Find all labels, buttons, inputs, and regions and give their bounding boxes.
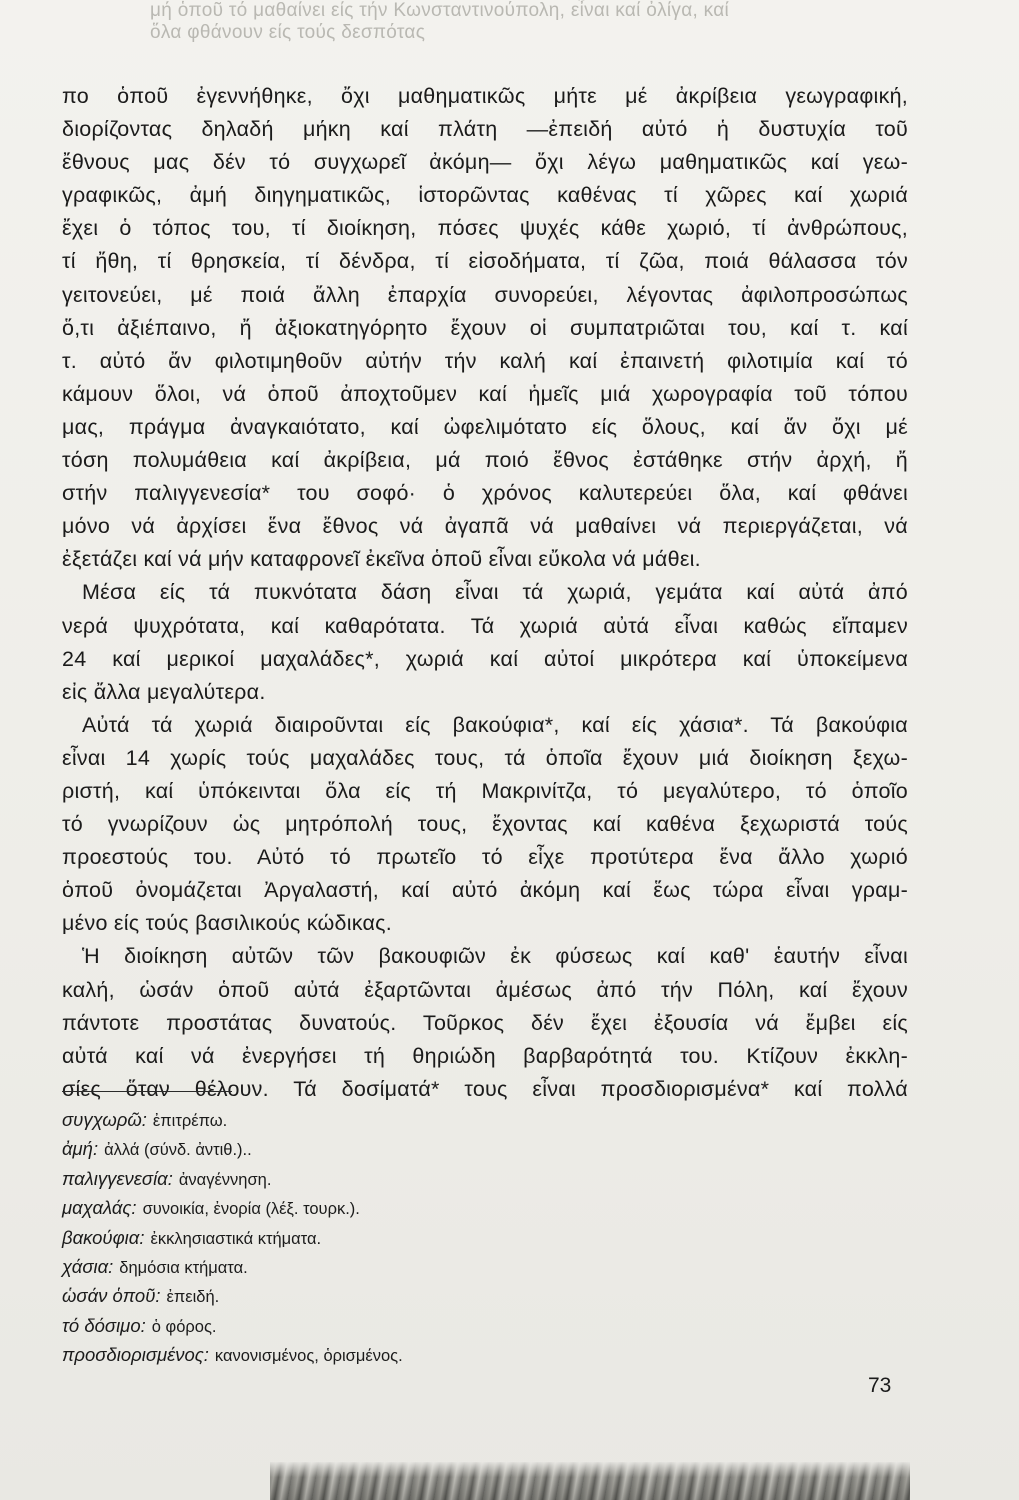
- footnote: [62, 1312, 762, 1341]
- text-line: τόση πολυμάθεια καί ἀκρίβεια, μά ποιό ἔθνος ἐστάθηκε στήν ἀρχή, ἤ: [62, 448, 908, 473]
- text-line: γειτονεύει, μέ ποιά ἄλλη ἐπαρχία συνορεύει, λέγοντας ἀφιλοπροσώπως: [62, 282, 908, 307]
- text-line: προεστούς του. Αὐτό τό πρωτεῖο τό εἶχε προτύτερα ἕνα ἄλλο χωριό: [62, 845, 908, 870]
- text-line: ριστή, καί ὑπόκεινται ὅλα είς τή Μακρινίτζα, τό μεγαλύτερο, τό ὁποῖο: [62, 778, 908, 803]
- footnote: [62, 1165, 762, 1194]
- main-text: [62, 80, 908, 1106]
- footnote-divider: [62, 1091, 232, 1092]
- footnote-term: ἀμή:: [62, 1138, 99, 1160]
- text-line: στήν παλιγγενεσία* του σοφό· ὁ χρόνος καλυτερεύει ὅλα, καί φθάνει: [62, 481, 908, 506]
- page-number: 73: [868, 1374, 892, 1397]
- footnote-term: βακούφια:: [62, 1226, 145, 1248]
- footnote-definition: ἀλλά (σύνδ. ἀντιθ.)..: [104, 1141, 252, 1160]
- footnote-term: μαχαλάς:: [62, 1197, 137, 1219]
- footnote-term: χάσια:: [62, 1256, 114, 1278]
- footnote-term: προσδιορισμένος:: [62, 1344, 209, 1366]
- text-line: κάμουν ὅλοι, νά ὁποῦ ἀποχτοῦμεν καί ἡμεῖς μιά χωρογραφία τοῦ τόπου: [62, 381, 908, 406]
- photo-edge-image: [270, 1462, 910, 1500]
- bleed-line: μή ὁποῦ τό μαθαίνει είς τήν Κωνσταντινούπολη, εἶναι καί ὀλίγα, καί: [150, 0, 730, 21]
- paragraph-1: [62, 80, 908, 576]
- text-line: μόνο νά ἀρχίσει ἕνα ἔθνος νά ἀγαπᾶ νά μαθαίνει νά περιεργάζεται, νά: [62, 514, 908, 539]
- footnote-definition: ὁ φόρος.: [151, 1317, 217, 1336]
- text-line: τί ἤθη, τί θρησκεία, τί δένδρα, τί εἰσοδήματα, τί ζῶα, ποιά θάλασσα τόν: [62, 249, 908, 274]
- text-line: ὁποῦ ὀνομάζεται Ἀργαλαστή, καί αὐτό ἀκόμη καί ἕως τώρα εἶναι γραμ-: [62, 878, 908, 903]
- footnote-definition: δημόσια κτήματα.: [119, 1259, 248, 1278]
- text-line: ἔθνους μας δέν τό συγχωρεῖ ἀκόμη— ὄχι λέγω μαθηματικῶς καί γεω-: [62, 150, 908, 175]
- footnote: [62, 1106, 762, 1135]
- footnote: [62, 1253, 762, 1282]
- text-line: μας, πράγμα ἀναγκαιότατο, καί ὠφελιμότατο είς ὅλους, καί ἄν ὄχι μέ: [62, 414, 908, 439]
- text-line: ἔχει ὁ τόπος του, τί διοίκηση, πόσες ψυχές κάθε χωριό, τί ἀνθρώπους,: [62, 216, 908, 241]
- footnotes: [62, 1106, 762, 1371]
- text-line: αὐτά καί νά ἐνεργήσει τή θηριώδη βαρβαρότητά του. Κτίζουν ἐκκλη-: [62, 1043, 908, 1068]
- footnote-term: συγχωρῶ:: [62, 1109, 147, 1130]
- text-line: σίες ὅταν θέλουν. Τά δοσίματά* τους εἶναι προσδιορισμένα* καί πολλά: [62, 1076, 908, 1101]
- bleed-through-text: [150, 0, 910, 60]
- paragraph-4: [62, 940, 908, 1105]
- text-line: γραφικῶς, ἀμή διηγηματικῶς, ἱστορῶντας καθένας τί χῶρες καί χωριά: [62, 183, 908, 208]
- footnote-definition: ἐπειδή.: [166, 1288, 220, 1307]
- text-line: εἶναι 14 χωρίς τούς μαχαλάδες τους, τά ὁποῖα ἔχουν μιά διοίκηση ξεχω-: [62, 745, 908, 770]
- footnote: [62, 1282, 762, 1311]
- text-line: εἰς ἄλλα μεγαλύτερα.: [62, 679, 266, 704]
- text-line: 24 καί μερικοί μαχαλάδες*, χωριά καί αὐτοί μικρότερα καί ὑποκείμενα: [62, 646, 908, 671]
- footnote-definition: ἐπιτρέπω.: [152, 1112, 228, 1130]
- paragraph-2: [62, 576, 908, 708]
- footnote: [62, 1224, 762, 1253]
- bleed-line: ὅλα φθάνουν είς τούς δεσπότας: [150, 22, 426, 43]
- text-line: Αὐτά τά χωριά διαιροῦνται είς βακούφια*, καί είς χάσια*. Τά βακούφια: [82, 712, 908, 737]
- text-line: πάντοτε προστάτας δυνατούς. Τοῦρκος δέν ἔχει ἐξουσία νά ἔμβει είς: [62, 1010, 908, 1035]
- footnote: [62, 1341, 762, 1370]
- footnote: [62, 1135, 762, 1164]
- text-line: τ. αὐτό ἄν φιλοτιμηθοῦν αὐτήν τήν καλή καί ἐπαινετή φιλοτιμία καί τό: [62, 348, 908, 373]
- text-line: Μέσα είς τά πυκνότατα δάση εἶναι τά χωριά, γεμάτα καί αὐτά ἀπό: [82, 580, 908, 605]
- paragraph-3: [62, 709, 908, 941]
- footnote-term: ὡσάν ὁποῦ:: [62, 1285, 161, 1307]
- footnote: [62, 1194, 762, 1223]
- footnote-term: παλιγγενεσία:: [62, 1167, 173, 1189]
- text-line: νερά ψυχρότατα, καί καθαρότατα. Τά χωριά αὐτά εἶναι καθώς εἴπαμεν: [62, 613, 908, 638]
- text-line: ὅ,τι ἀξιέπαινο, ἤ ἀξιοκατηγόρητο ἔχουν οἱ συμπατριῶται του, καί τ. καί: [62, 315, 908, 340]
- footnote-definition: συνοικία, ἐνορία (λέξ. τουρκ.).: [142, 1200, 360, 1219]
- text-line: ἐξετάζει καί νά μήν καταφρονεῖ ἐκεῖνα ὁποῦ εἶναι εὔκολα νά μάθει.: [62, 547, 701, 572]
- text-line: τό γνωρίζουν ὡς μητρόπολή τους, ἔχοντας καί καθένα ξεχωριστά τούς: [62, 812, 908, 837]
- footnote-definition: ἀναγέννηση.: [178, 1170, 272, 1189]
- text-line: καλή, ὡσάν ὁποῦ αὐτά ἐξαρτῶνται ἀμέσως ἀπό τήν Πόλη, καί ἔχουν: [62, 977, 908, 1002]
- footnote-definition: κανονισμένος, ὁρισμένος.: [214, 1347, 403, 1366]
- text-line: Ἡ διοίκηση αὐτῶν τῶν βακουφιῶν ἐκ φύσεως καί καθ' ἑαυτήν εἶναι: [82, 944, 908, 969]
- text-line: μένο είς τούς βασιλικούς κώδικας.: [62, 911, 393, 936]
- text-line: πο ὁποῦ ἐγεννήθηκε, ὄχι μαθηματικῶς μήτε μέ ἀκρίβεια γεωγραφική,: [62, 84, 908, 108]
- text-line: διορίζοντας δηλαδή μήκη καί πλάτη —ἐπειδή αὐτό ἡ δυστυχία τοῦ: [62, 117, 908, 142]
- footnote-term: τό δόσιμο:: [62, 1314, 146, 1336]
- footnote-definition: ἐκκλησιαστικά κτήματα.: [150, 1229, 322, 1248]
